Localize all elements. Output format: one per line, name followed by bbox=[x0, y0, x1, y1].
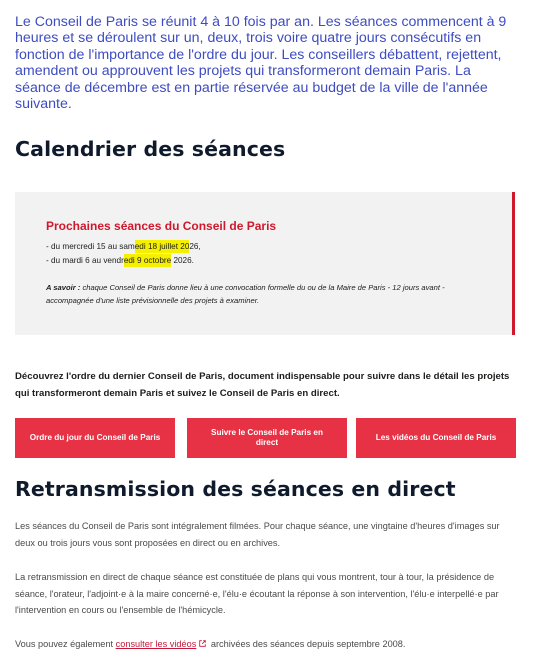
retransmission-paragraph-2: La retransmission en direct de chaque séance est constituée de plans qui vous montrent, tour à tour, la présidence de séance, l'orateur, l'adjoint·e à la maire concerné·e, l'élu·e écoutant la réponse à son intervention, l'élu·e interpellé·e par l'intervention en cours ou l'ensemble de l'hémicycle. bbox=[15, 572, 499, 615]
calendar-box bbox=[15, 192, 515, 335]
videos-button[interactable]: Les vidéos du Conseil de Paris bbox=[356, 418, 516, 458]
session-date-1 bbox=[46, 242, 201, 251]
discover-text: Découvrez l'ordre du dernier Conseil de Paris, document indispensable pour suivre dans le détail les projets qui transformeront demain Paris et suivez le Conseil de Paris en direct. bbox=[15, 371, 510, 399]
session-1-suffix: 26, bbox=[189, 242, 201, 251]
retransmission-paragraph-1: Les séances du Conseil de Paris sont intégralement filmées. Pour chaque séance, une vingtaine d'heures d'images sur deux ou trois jours vous sont proposées en direct ou en archives. bbox=[15, 521, 500, 548]
session-date-2 bbox=[46, 256, 194, 265]
calendar-heading: Calendrier des séances bbox=[15, 137, 286, 161]
calendar-box-title: Prochaines séances du Conseil de Paris bbox=[46, 219, 277, 233]
session-1-highlight: edi 18 juillet 20 bbox=[134, 242, 190, 251]
intro-paragraph: Le Conseil de Paris se réunit 4 à 10 fois par an. Les séances commencent à 9 heures et se déroulent sur un, deux, trois voire quatre jours consécutifs en fonction de l'importance de l'ordre du jour. Les conseillers débattent, rejettent, amendent ou approuvent les projets qui transformeront demain Paris. La séance de décembre est en partie réservée au budget de la ville de l'année suivante. bbox=[15, 14, 507, 113]
p3-before: Vous pouvez également bbox=[15, 639, 116, 649]
session-2-highlight: edi 9 octobre bbox=[123, 256, 172, 265]
live-button[interactable]: Suivre le Conseil de Paris en direct bbox=[187, 418, 347, 458]
agenda-button[interactable]: Ordre du jour du Conseil de Paris bbox=[15, 418, 175, 458]
session-2-prefix: - du mardi 6 au vendr bbox=[46, 256, 124, 265]
retransmission-heading: Retransmission des séances en direct bbox=[15, 477, 456, 501]
external-link-icon bbox=[199, 640, 206, 647]
consult-videos-link[interactable]: consulter les vidéos bbox=[115, 639, 197, 649]
session-2-suffix: 2026. bbox=[171, 256, 194, 265]
note-text: chaque Conseil de Paris donne lieu à une convocation formelle du ou de la Maire de Paris - 12 jours avant - accompagnée d'une liste prévisionnelle des projets à examiner. bbox=[46, 283, 445, 305]
calendar-note bbox=[46, 282, 486, 308]
session-1-prefix: - du mercredi 15 au sam bbox=[46, 242, 135, 251]
retransmission-paragraph-3 bbox=[15, 636, 515, 653]
p3-after: archivées des séances depuis septembre 2008. bbox=[208, 639, 406, 649]
note-label: A savoir : bbox=[46, 283, 81, 292]
